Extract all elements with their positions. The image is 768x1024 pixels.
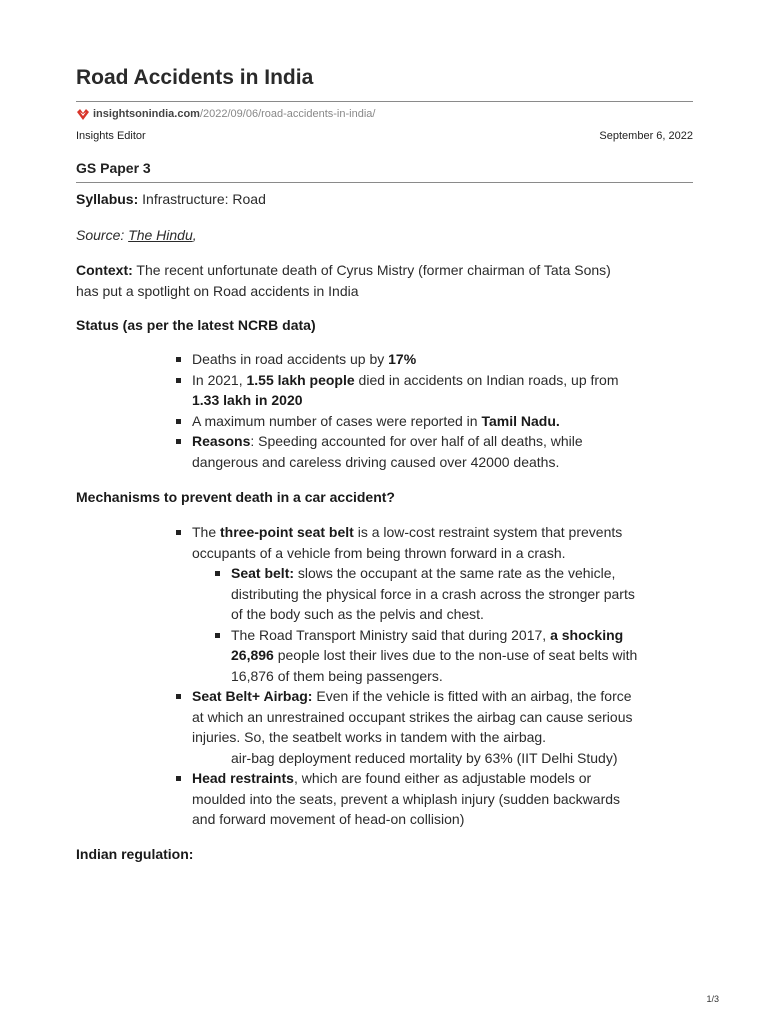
seatbelt-sublist — [231, 563, 637, 686]
list-item: In 2021, 1.55 lakh people died in accidents on Indian roads, up from 1.33 lakh in 2020 — [192, 370, 619, 411]
square-bullet-icon — [176, 419, 181, 424]
list-item: A maximum number of cases were reported in Tamil Nadu. — [192, 411, 619, 432]
list-item: Head restraints, which are found either as adjustable models or moulded into the seats, prevent a whiplash injury (sudden backwards and forward movement of head-on collision) — [192, 768, 632, 830]
syllabus-line — [76, 189, 686, 210]
regulation-heading: Indian regulation: — [76, 846, 194, 862]
list-item: Seat belt: slows the occupant at the same rate as the vehicle, distributing the physical force in a crash across the stronger parts of the body such as the pelvis and chest. — [231, 563, 637, 625]
square-bullet-icon — [176, 530, 181, 535]
mechanisms-heading: Mechanisms to prevent death in a car accident? — [76, 489, 395, 505]
author: Insights Editor — [76, 130, 146, 142]
square-bullet-icon — [176, 439, 181, 444]
square-bullet-icon — [176, 357, 181, 362]
insights-logo-icon — [76, 107, 90, 121]
title-divider — [76, 101, 693, 102]
list-item: The three-point seat belt is a low-cost restraint system that prevents occupants of a vehicle from being thrown forward in a crash. — [192, 522, 622, 563]
gs-paper-heading: GS Paper 3 — [76, 160, 151, 176]
page-number: 1/3 — [706, 994, 719, 1004]
source-link[interactable]: The Hindu — [128, 227, 193, 243]
list-item: The Road Transport Ministry said that during 2017, a shocking 26,896 people lost their lives due to the non-use of seat belts with 16,876 of them being passengers. — [231, 625, 637, 687]
list-item: Seat Belt+ Airbag: Even if the vehicle is fitted with an airbag, the force at which an unrestrained occupant strikes the airbag can cause serious injuries. So, the seatbelt works in tandem with the airbag. air-bag deployment reduced mortality by 63% (IIT Delhi Study) — [192, 686, 632, 768]
article-meta — [76, 130, 693, 142]
square-bullet-icon — [176, 378, 181, 383]
status-heading: Status (as per the latest NCRB data) — [76, 317, 316, 333]
publish-date: September 6, 2022 — [599, 130, 693, 142]
list-item: Reasons: Speeding accounted for over half of all deaths, while dangerous and careless driving caused over 42000 deaths. — [192, 431, 619, 472]
source-url[interactable] — [76, 107, 375, 121]
syllabus-label: Syllabus: — [76, 191, 139, 207]
context-label: Context: — [76, 262, 133, 278]
mechanisms-list — [192, 522, 622, 563]
source-line — [76, 225, 686, 246]
square-bullet-icon — [215, 571, 220, 576]
url-path[interactable]: /2022/09/06/road-accidents-in-india/ — [199, 108, 376, 120]
list-item: Deaths in road accidents up by 17% — [192, 349, 619, 370]
square-bullet-icon — [215, 633, 220, 638]
context-paragraph — [76, 260, 686, 301]
context-line-2: has put a spotlight on Road accidents in India — [76, 282, 359, 299]
page-title: Road Accidents in India — [76, 66, 314, 89]
gs-divider — [76, 182, 693, 183]
source-tail: , — [192, 227, 197, 243]
syllabus-value: Infrastructure: Road — [138, 191, 266, 207]
context-line-1: The recent unfortunate death of Cyrus Mistry (former chairman of Tata Sons) — [132, 262, 611, 278]
url-domain[interactable]: insightsonindia.com — [93, 108, 200, 120]
square-bullet-icon — [176, 776, 181, 781]
status-list — [192, 349, 619, 472]
mechanisms-list-continued — [192, 686, 632, 830]
source-label: Source: — [76, 227, 129, 243]
square-bullet-icon — [176, 694, 181, 699]
